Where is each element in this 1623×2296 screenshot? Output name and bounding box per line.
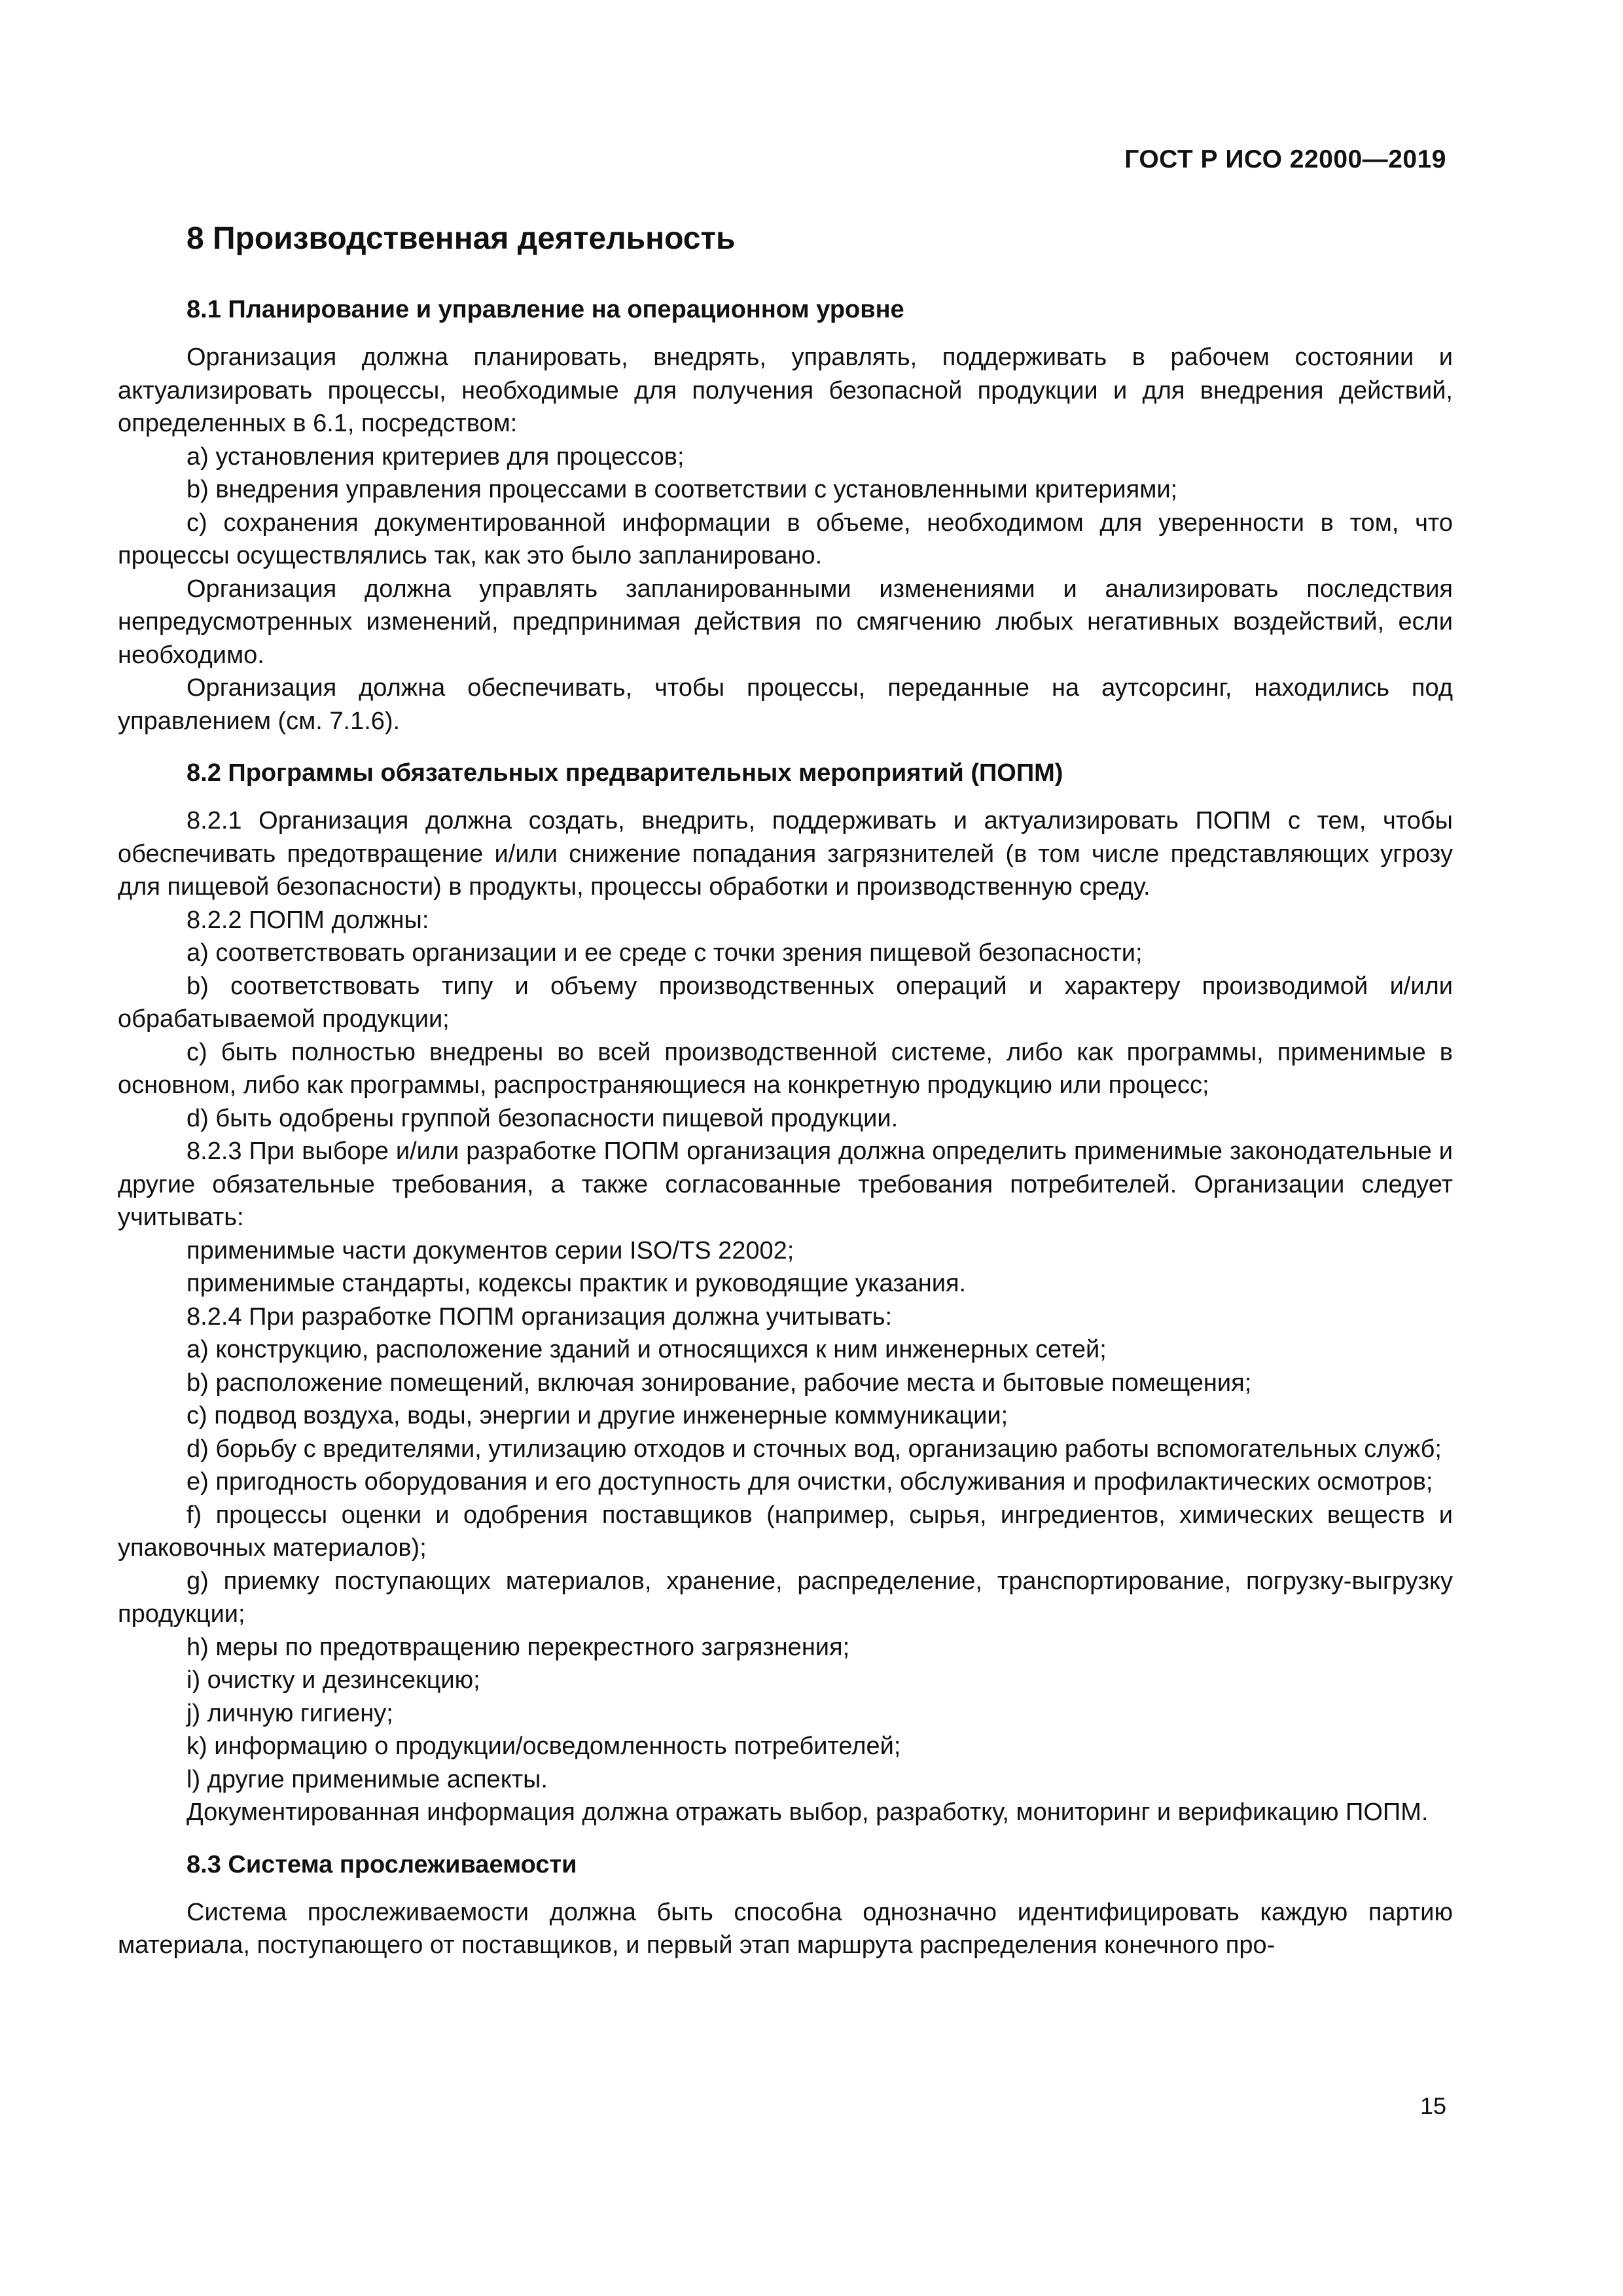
clause-8-2-2: 8.2.2 ПОПМ должны: xyxy=(187,906,429,934)
document-code: ГОСТ Р ИСО 22000—2019 xyxy=(1124,145,1446,173)
list-item: применимые стандарты, кодексы практик и руководящие указания. xyxy=(187,1270,967,1297)
list-item: k) информацию о продукции/осведомленность потребителей; xyxy=(187,1732,901,1760)
paragraph: Система прослеживаемости должна быть способна однозначно идентифицировать каждую партию материала, поступающего от поставщиков, и первый этап маршрута распределения конечного про- xyxy=(118,1898,1453,1959)
list-item: i) очистку и дезинсекцию; xyxy=(187,1666,480,1694)
clause-8-2-1: 8.2.1 Организация должна создать, внедрить, поддерживать и актуализировать ПОПМ с тем, чтобы обеспечивать предотвращение и/или снижение попадания загрязнителей (в том числе представляющих угрозу для пищевой безопасности) в продукты, процессы обработки и производственную среду. xyxy=(118,807,1453,901)
subsection-8-1-title: 8.1 Планирование и управление на операционном уровне xyxy=(187,296,904,323)
list-item: c) сохранения документированной информации в объеме, необходимом для уверенности в том, что процессы осуществлялись так, как это было запланировано. xyxy=(118,509,1453,569)
list-item: c) быть полностью внедрены во всей производственной системе, либо как программы, применимые в основном, либо как программы, распространяющиеся на конкретную продукцию или процесс; xyxy=(118,1038,1453,1099)
page-number: 15 xyxy=(1419,2092,1446,2119)
list-item: b) соответствовать типу и объему производственных операций и характеру производимой и/или обрабатываемой продукции; xyxy=(118,972,1453,1033)
list-item: l) другие применимые аспекты. xyxy=(187,1765,548,1793)
list-item: f) процессы оценки и одобрения поставщиков (например, сырья, ингредиентов, химических веществ и упаковочных материалов); xyxy=(118,1501,1453,1562)
subsection-8-3-title: 8.3 Система прослеживаемости xyxy=(187,1850,577,1878)
list-item: a) конструкцию, расположение зданий и относящихся к ним инженерных сетей; xyxy=(187,1336,1107,1363)
document-body xyxy=(118,219,1453,1962)
paragraph: Организация должна планировать, внедрять, управлять, поддерживать в рабочем состоянии и актуализировать процессы, необходимые для получения безопасной продукции и для внедрения действий, определенных в 6.1, посредством: xyxy=(118,344,1453,437)
clause-8-2-4: 8.2.4 При разработке ПОПМ организация должна учитывать: xyxy=(187,1302,893,1331)
list-item: h) меры по предотвращению перекрестного загрязнения; xyxy=(187,1633,850,1661)
list-item: d) быть одобрены группой безопасности пищевой продукции. xyxy=(187,1104,899,1132)
paragraph: Документированная информация должна отражать выбор, разработку, мониторинг и верификацию ПОПМ. xyxy=(187,1799,1429,1826)
list-item: применимые части документов серии ISO/TS 22002; xyxy=(187,1236,794,1265)
list-item: g) приемку поступающих материалов, хранение, распределение, транспортирование, погрузку-выгрузку продукции; xyxy=(118,1567,1453,1628)
paragraph: Организация должна управлять запланированными изменениями и анализировать последствия непредусмотренных изменений, предпринимая действия по смягчению любых негативных воздействий, если необходимо. xyxy=(118,575,1453,669)
list-item: e) пригодность оборудования и его доступность для очистки, обслуживания и профилактических осмотров; xyxy=(187,1468,1433,1496)
list-item: j) личную гигиену; xyxy=(187,1699,393,1727)
list-item: c) подвод воздуха, воды, энергии и другие инженерные коммуникации; xyxy=(187,1402,1008,1429)
subsection-8-2-title: 8.2 Программы обязательных предварительных мероприятий (ПОПМ) xyxy=(187,759,1063,787)
list-item: b) внедрения управления процессами в соответствии с установленными критериями; xyxy=(187,476,1178,503)
list-item: a) соответствовать организации и ее среде с точки зрения пищевой безопасности; xyxy=(187,939,1143,967)
list-item: a) установления критериев для процессов; xyxy=(187,442,685,471)
paragraph: Организация должна обеспечивать, чтобы процессы, переданные на аутсорсинг, находились под управлением (см. 7.1.6). xyxy=(118,674,1453,735)
section-title: 8 Производственная деятельность xyxy=(187,221,736,256)
list-item: d) борьбу с вредителями, утилизацию отходов и сточных вод, организацию работы вспомогательных служб; xyxy=(187,1435,1442,1463)
clause-8-2-3: 8.2.3 При выборе и/или разработке ПОПМ организация должна определить применимые законодательные и другие обязательные требования, а также согласованные требования потребителей. Организации следует учитывать: xyxy=(118,1138,1453,1231)
list-item: b) расположение помещений, включая зонирование, рабочие места и бытовые помещения; xyxy=(187,1369,1252,1397)
